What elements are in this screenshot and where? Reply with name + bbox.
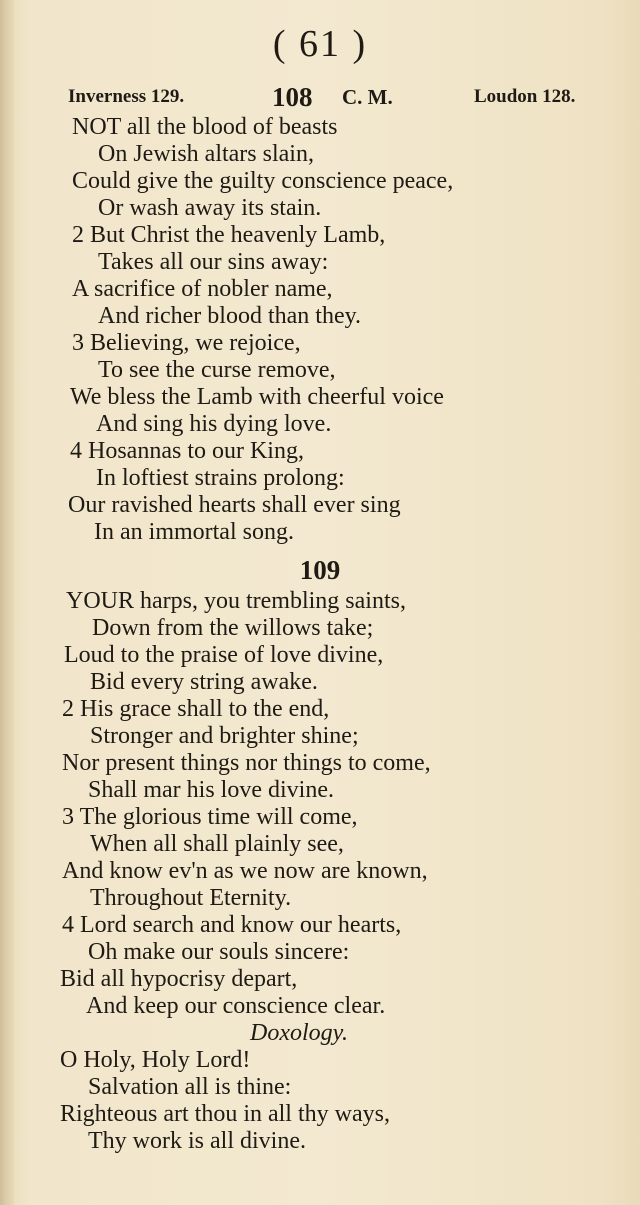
tune-name-right: Loudon 128. xyxy=(474,86,576,107)
hymn-109-line: 3 The glorious time will come, xyxy=(62,804,358,830)
hymn-108-line: 3 Believing, we rejoice, xyxy=(72,330,301,356)
hymn-108-line: NOT all the blood of beasts xyxy=(72,114,338,140)
hymn-108-line: Could give the guilty conscience peace, xyxy=(72,168,454,194)
hymn-109-line: 2 His grace shall to the end, xyxy=(62,696,330,722)
hymn-109-line: When all shall plainly see, xyxy=(90,831,344,857)
hymn-108-line: In loftiest strains prolong: xyxy=(96,465,345,491)
hymn-109-line: Nor present things nor things to come, xyxy=(62,750,431,776)
hymn-109-line: YOUR harps, you trembling saints, xyxy=(66,588,406,614)
hymn-108-line: Takes all our sins away: xyxy=(98,249,329,275)
page-number: ( 61 ) xyxy=(272,23,368,65)
doxology-line: Thy work is all divine. xyxy=(88,1128,306,1154)
hymn-108-line: We bless the Lamb with cheerful voice xyxy=(70,384,444,410)
hymn-108-line: In an immortal song. xyxy=(94,519,294,545)
meter-label: C. M. xyxy=(342,85,393,109)
hymn-109-line: Bid every string awake. xyxy=(90,669,318,695)
hymn-109-line: 4 Lord search and know our hearts, xyxy=(62,912,402,938)
hymn-108-line: 4 Hosannas to our King, xyxy=(70,438,304,464)
hymn-108-line: And richer blood than they. xyxy=(98,303,362,329)
page-spine-shadow xyxy=(0,0,14,1205)
hymn-109-line: Loud to the praise of love divine, xyxy=(64,642,384,668)
hymn-109-line: Bid all hypocrisy depart, xyxy=(60,966,298,992)
hymn-108-line: And sing his dying love. xyxy=(96,411,332,437)
hymn-109-number: 109 xyxy=(299,555,341,585)
hymn-108-line: On Jewish altars slain, xyxy=(98,141,314,167)
doxology-line: Salvation all is thine: xyxy=(88,1074,292,1100)
hymn-108-line: To see the curse remove, xyxy=(98,357,336,383)
doxology-title: Doxology. xyxy=(250,1020,348,1046)
hymn-108-line: 2 But Christ the heavenly Lamb, xyxy=(72,222,386,248)
doxology-line: Righteous art thou in all thy ways, xyxy=(60,1101,390,1127)
hymn-108-line: Or wash away its stain. xyxy=(98,195,322,221)
hymn-108-line: A sacrifice of nobler name, xyxy=(72,276,333,302)
hymn-109-line: And keep our conscience clear. xyxy=(86,993,386,1019)
doxology-line: O Holy, Holy Lord! xyxy=(60,1047,251,1073)
hymn-109-line: Shall mar his love divine. xyxy=(88,777,334,803)
hymn-header xyxy=(0,84,640,114)
hymn-109-line: Oh make our souls sincere: xyxy=(88,939,350,965)
hymn-108-line: Our ravished hearts shall ever sing xyxy=(68,492,401,518)
hymn-109-line: Down from the willows take; xyxy=(92,615,374,641)
hymn-109-line: Stronger and brighter shine; xyxy=(90,723,359,749)
tune-name-left: Inverness 129. xyxy=(68,86,185,107)
hymn-109-line: Throughout Eternity. xyxy=(90,885,292,911)
hymn-108-number: 108 xyxy=(272,82,313,112)
hymn-109-line: And know ev'n as we now are known, xyxy=(62,858,428,884)
